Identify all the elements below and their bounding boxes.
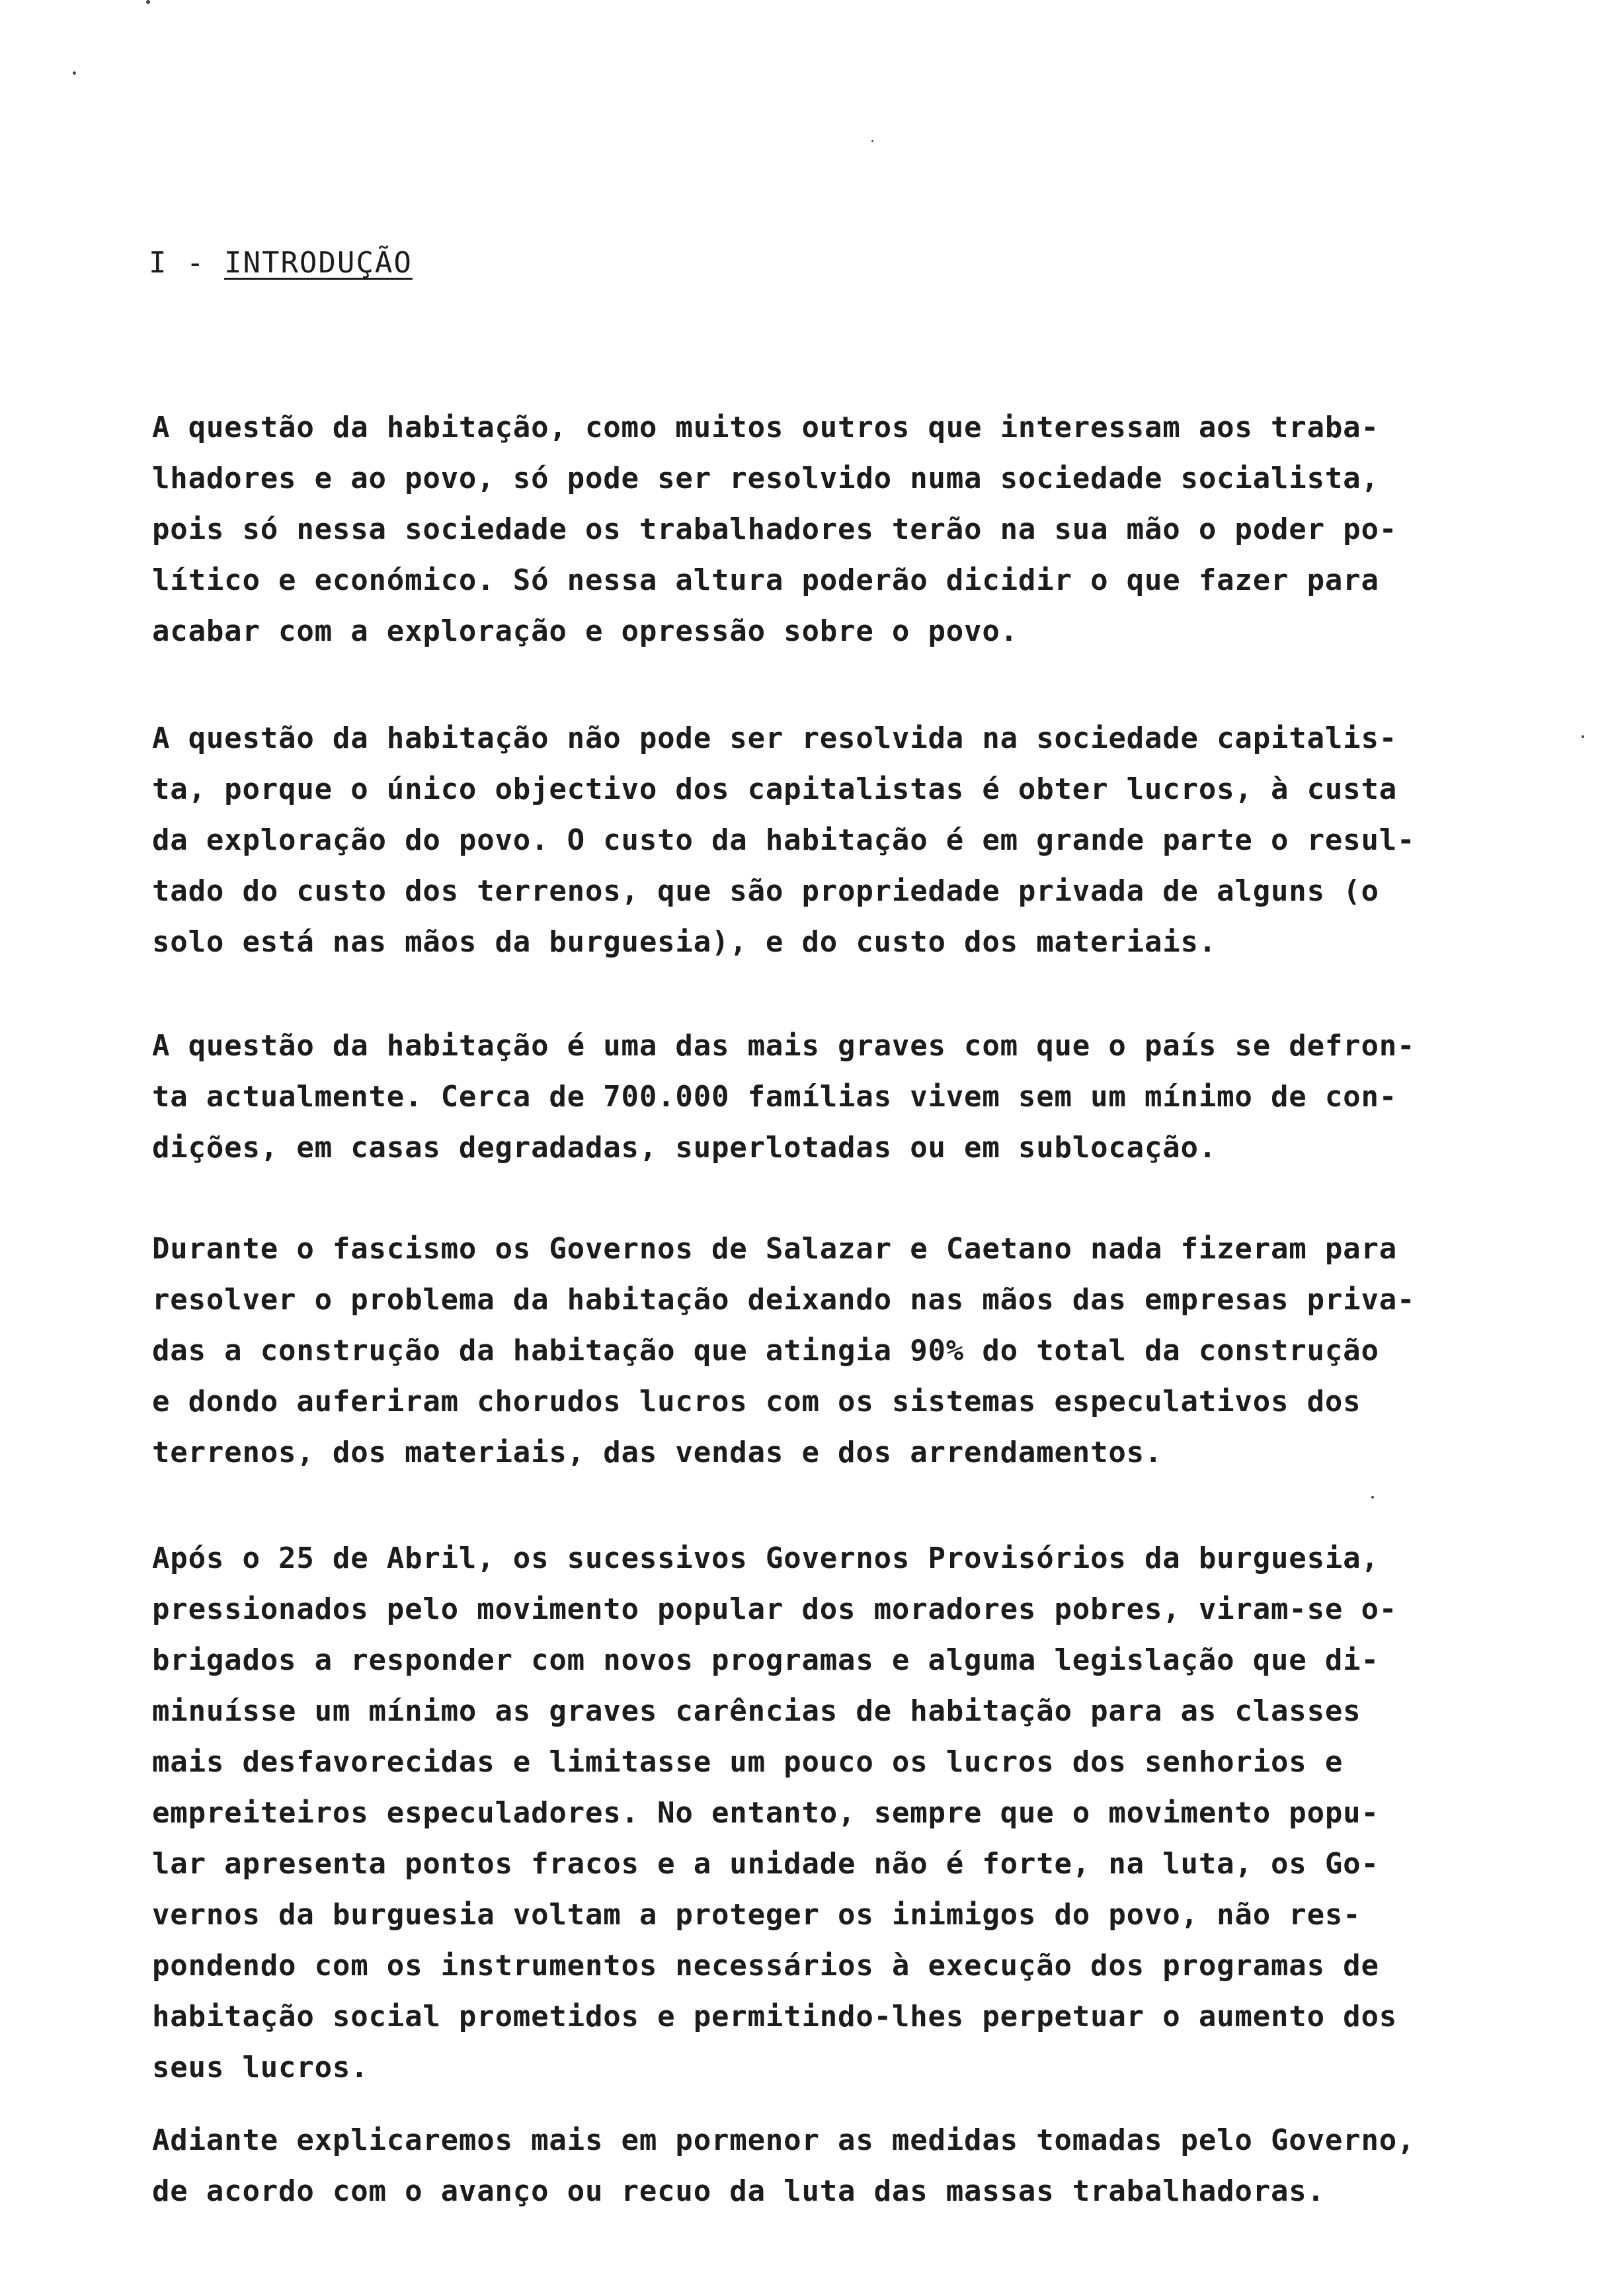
text-line: mais desfavorecidas e limitasse um pouco os lucros dos senhorios e bbox=[152, 1745, 1344, 1779]
text-line: Adiante explicaremos mais em pormenor as medidas tomadas pelo Governo, bbox=[152, 2123, 1416, 2157]
paragraph-2 bbox=[152, 713, 1415, 967]
text-line: A questão da habitação, como muitos outros que interessam aos traba- bbox=[152, 411, 1379, 444]
text-line: brigados a responder com novos programas e alguma legislação que di- bbox=[152, 1643, 1379, 1677]
text-line: tado do custo dos terrenos, que são propriedade privada de alguns (o bbox=[152, 874, 1379, 908]
text-line: de acordo com o avanço ou recuo da luta das massas trabalhadoras. bbox=[152, 2174, 1325, 2208]
paragraph-4 bbox=[152, 1223, 1415, 1478]
text-line: da exploração do povo. O custo da habitação é em grande parte o resul- bbox=[152, 823, 1416, 857]
text-line: e dondo auferiram chorudos lucros com os sistemas especulativos dos bbox=[152, 1385, 1361, 1418]
text-line: pondendo com os instrumentos necessários à execução dos programas de bbox=[152, 1949, 1379, 1983]
text-line: resolver o problema da habitação deixando nas mãos das empresas priva- bbox=[152, 1283, 1416, 1317]
text-line: A questão da habitação é uma das mais graves com que o país se defron- bbox=[152, 1029, 1416, 1063]
text-line: habitação social prometidos e permitindo-lhes perpetuar o aumento dos bbox=[152, 2000, 1398, 2033]
text-line: seus lucros. bbox=[152, 2051, 369, 2084]
text-line: solo está nas mãos da burguesia), e do custo dos materiais. bbox=[152, 925, 1217, 959]
text-line: A questão da habitação não pode ser resolvida na sociedade capitalis- bbox=[152, 721, 1398, 755]
paragraph-3 bbox=[152, 1020, 1415, 1173]
scan-speck bbox=[1582, 735, 1584, 738]
text-line: lhadores e ao povo, só pode ser resolvido numa sociedade socialista, bbox=[152, 462, 1379, 495]
text-line: vernos da burguesia voltam a proteger os inimigos do povo, não res- bbox=[152, 1898, 1361, 1932]
text-line: ta, porque o único objectivo dos capitalistas é obter lucros, à custa bbox=[152, 772, 1398, 806]
scan-speck bbox=[146, 0, 150, 4]
section-title: INTRODUÇÃO bbox=[223, 246, 413, 280]
text-line: Após o 25 de Abril, os sucessivos Governos Provisórios da burguesia, bbox=[152, 1541, 1379, 1575]
scan-speck bbox=[1371, 1496, 1374, 1498]
paragraph-6 bbox=[152, 2115, 1415, 2217]
section-heading bbox=[149, 246, 413, 280]
text-line: ta actualmente. Cerca de 700.000 famílias vivem sem um mínimo de con- bbox=[152, 1080, 1398, 1114]
text-line: pois só nessa sociedade os trabalhadores terão na sua mão o poder po- bbox=[152, 512, 1398, 546]
text-line: das a construção da habitação que atingia 90% do total da construção bbox=[152, 1334, 1379, 1368]
paragraph-1 bbox=[152, 402, 1397, 657]
text-line: acabar com a exploração e opressão sobre o povo. bbox=[152, 614, 1018, 648]
paragraph-5 bbox=[152, 1533, 1397, 2093]
text-line: empreiteiros especuladores. No entanto, sempre que o movimento popu- bbox=[152, 1796, 1379, 1830]
text-line: terrenos, dos materiais, das vendas e dos arrendamentos. bbox=[152, 1436, 1163, 1469]
section-number: I - bbox=[149, 246, 224, 280]
text-line: Durante o fascismo os Governos de Salazar e Caetano nada fizeram para bbox=[152, 1232, 1398, 1266]
text-line: pressionados pelo movimento popular dos moradores pobres, viram-se o- bbox=[152, 1592, 1398, 1626]
scan-speck bbox=[871, 140, 873, 142]
text-line: dições, em casas degradadas, superlotadas ou em sublocação. bbox=[152, 1131, 1217, 1165]
text-line: minuísse um mínimo as graves carências de habitação para as classes bbox=[152, 1694, 1361, 1728]
text-line: lar apresenta pontos fracos e a unidade não é forte, na luta, os Go- bbox=[152, 1847, 1379, 1881]
scan-speck bbox=[73, 71, 76, 75]
text-line: lítico e económico. Só nessa altura poderão dicidir o que fazer para bbox=[152, 563, 1379, 597]
